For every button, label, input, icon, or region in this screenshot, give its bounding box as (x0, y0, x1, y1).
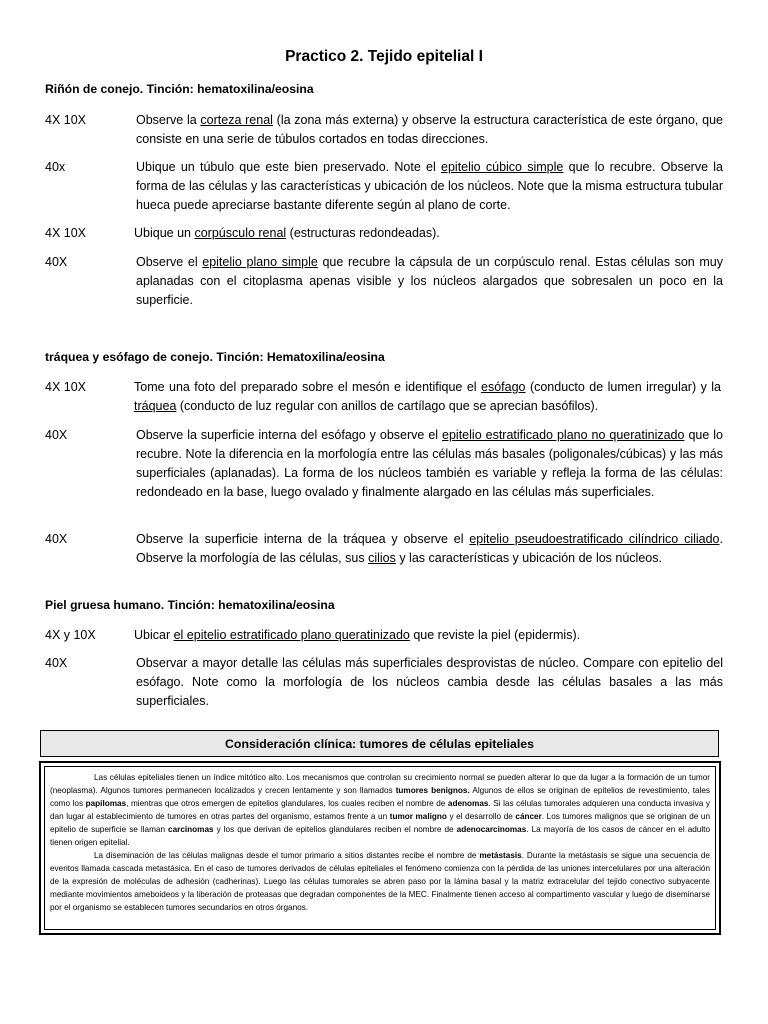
term-underlined: epitelio pseudoestratificado cilíndrico ciliado (469, 532, 720, 546)
text-run: Algunos de ellos se originan de epitelios de revestimiento, tales como los (50, 786, 710, 808)
bold-term: cáncer (515, 812, 542, 821)
term-underlined: corteza renal (200, 113, 273, 127)
instruction-text: Ubicar el epitelio estratificado plano queratinizado que reviste la piel (epidermis). (134, 628, 581, 642)
magnification-label: 4X y 10X (45, 628, 96, 642)
magnification-label: 4X 10X (45, 380, 87, 394)
term-underlined: el epitelio estratificado plano queratinizado (173, 628, 410, 642)
text-run: . Durante la metástasis se sigue una secuencia de eventos llamada cascada metastásica. En el caso de tumores derivados de células epiteliales el fenómeno comienza con la pérdida de las uniones intercelulares por una alteración de la expresión de moléculas de adhesión (cadherinas). Luego las células tumorales se abren paso por la lámina basal y la matriz extracelular del tejido conectivo subyacente mediante movimientos ameboideos y la liberación de proteasas que degradan componentes de la MEC. Finalmente tienen acceso al compartimento vascular y luego de diseminarse por el organismo se establecen tumores secundarios en otros órganos. (50, 851, 710, 912)
text-run: Las células epiteliales tienen un índice mitótico alto. Los mecanismos que controlan su crecimiento normal se pueden alterar lo que da lugar a la formación de un tumor (neoplasma). Algunos tumores permanecen localizados y crecen lentamente y son llamados (50, 773, 710, 795)
clinical-paragraph-2 (50, 849, 710, 914)
bold-term: tumor maligno (389, 812, 447, 821)
instruction-text: Observar a mayor detalle las células más superficiales desprovistas de núcleo. Compare con epitelio del esófago. Note como la morfología de los núcleos cambia desde las células basales a las más superficiales. (136, 656, 723, 708)
magnification-label: 40X (45, 656, 68, 670)
bold-term: adenomas (447, 799, 489, 808)
bold-term: carcinomas (168, 825, 214, 834)
bold-term: tumores benignos. (395, 786, 470, 795)
section-heading-traquea: tráquea y esófago de conejo. Tinción: Hematoxilina/eosina (45, 350, 385, 364)
section-heading-rinon: Riñón de conejo. Tinción: hematoxilina/eosina (45, 82, 314, 96)
text-run: . Los tumores malignos que se originan de un epitelio de superficie se llaman (50, 812, 711, 834)
instruction-text: Observe la corteza renal (la zona más externa) y observe la estructura característica de este órgano, que consiste en una serie de túbulos cortados en todas direcciones. (136, 113, 723, 146)
clinical-box (39, 761, 721, 935)
term-underlined: cilios (368, 551, 396, 565)
clinical-text (44, 766, 716, 930)
instruction-text: Observe el epitelio plano simple que recubre la cápsula de un corpúsculo renal. Estas células son muy aplanadas con el citoplasma apenas visible y los núcleos alargados que sobresalen un poco en la superficie. (136, 255, 723, 307)
magnification-label: 4X 10X (45, 113, 87, 127)
magnification-label: 40x (45, 160, 66, 174)
bold-term: papilomas (85, 799, 127, 808)
page-title: Practico 2. Tejido epitelial I (285, 48, 483, 65)
term-underlined: corpúsculo renal (194, 226, 287, 240)
term-underlined: epitelio estratificado plano no queratinizado (442, 428, 685, 442)
instruction-text: Observe la superficie interna de la tráquea y observe el epitelio pseudoestratificado cilíndrico ciliado. Observe la morfología de las células, sus cilios y las características y ubicación de los núcleos. (136, 532, 723, 565)
clinical-paragraph-1 (50, 771, 710, 849)
instruction-text: Tome una foto del preparado sobre el mesón e identifique el esófago (conducto de lumen irregular) y la tráquea (conducto de luz regular con anillos de cartílago que se aprecian basófilos). (134, 380, 721, 413)
term-underlined: esófago (481, 380, 526, 394)
text-run: . La mayoría de los casos de cáncer en el adulto tienen origen epitelial. (50, 825, 711, 847)
clinical-heading: Consideración clínica: tumores de células epiteliales (40, 730, 719, 757)
term-underlined: epitelio plano simple (202, 255, 318, 269)
magnification-label: 40X (45, 532, 68, 546)
text-run: y el desarrollo de (446, 812, 516, 821)
text-run: , mientras que otros emergen de epitelios glandulares, los cuales reciben el nombre de (126, 799, 448, 808)
text-run: La diseminación de las células malignas desde el tumor primario a sitios distantes recibe el nombre de (94, 851, 480, 860)
text-run: . Si las células tumorales adquieren una conducta invasiva y dan lugar al establecimiento de tumores en otras partes del organismo, estamos frente a un (50, 799, 710, 821)
term-underlined: tráquea (134, 399, 177, 413)
instruction-text: Observe la superficie interna del esófago y observe el epitelio estratificado plano no queratinizado que lo recubre. Note la diferencia en la morfología entre las células más basales (poligonales/cúbicas) y las más superficiales (aplanadas). La forma de los núcleos también es variable y refleja la forma de las células: redondeado en la base, luego ovalado y finalmente alargado en las células más superficiales. (136, 428, 723, 499)
instruction-text: Ubique un túbulo que este bien preservado. Note el epitelio cúbico simple que lo recubre. Observe la forma de las células y las características y ubicación de los núcleos. Note que la misma estructura tubular hueca puede apreciarse bastante diferente según al plano de corte. (136, 160, 723, 212)
magnification-label: 40X (45, 255, 68, 269)
magnification-label: 40X (45, 428, 68, 442)
section-heading-piel: Piel gruesa humano. Tinción: hematoxilina/eosina (45, 598, 335, 612)
bold-term: adenocarcinomas (456, 825, 527, 834)
instruction-text: Ubique un corpúsculo renal (estructuras redondeadas). (134, 226, 440, 240)
magnification-label: 4X 10X (45, 226, 87, 240)
term-underlined: epitelio cúbico simple (441, 160, 564, 174)
text-run: y los que derivan de epitelios glandulares reciben el nombre de (213, 825, 457, 834)
bold-term: metástasis (479, 851, 522, 860)
